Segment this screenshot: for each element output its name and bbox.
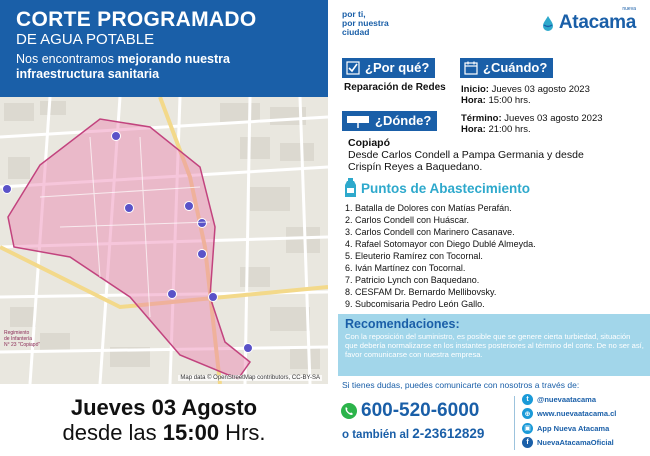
start-hour — [461, 95, 603, 106]
calendar-icon — [464, 61, 478, 75]
page-subtitle: DE AGUA POTABLE — [16, 31, 155, 48]
where-heading — [342, 111, 437, 131]
why-heading — [342, 58, 435, 78]
why-text: Reparación de Redes — [344, 82, 446, 93]
street-sign-icon — [346, 114, 370, 128]
alt-phone-prefix: o también al — [342, 429, 413, 441]
tagline-line-2: por nuestra — [342, 18, 389, 28]
end-hour — [461, 124, 603, 135]
social-twitter-text[interactable]: @nuevaatacama — [537, 394, 597, 404]
checklist-icon — [346, 61, 360, 75]
time-suffix: Hrs. — [219, 420, 266, 445]
list-item: 3. Carlos Condell con Marinero Casanave. — [345, 227, 515, 237]
start-hour-label: Hora: — [461, 95, 486, 106]
why-label: ¿Por qué? — [365, 60, 430, 75]
water-drop-icon — [540, 15, 556, 31]
phone-row[interactable] — [340, 400, 479, 422]
header-description — [16, 52, 328, 82]
end-hour-value: 21:00 hrs. — [485, 124, 531, 135]
header-desc-normal: Nos encontramos — [16, 52, 118, 66]
social-app[interactable] — [522, 421, 616, 436]
start-hour-value: 15:00 hrs. — [485, 95, 531, 106]
svg-text:Regimiento: Regimiento — [4, 330, 30, 336]
supply-title: Puntos de Abastecimiento — [361, 180, 531, 196]
supply-list — [345, 202, 536, 310]
tagline-line-1: por ti, — [342, 9, 366, 19]
time-line — [0, 420, 328, 445]
social-web-text[interactable]: www.nuevaatacama.cl — [537, 409, 617, 419]
social-facebook-text[interactable]: NuevaAtacamaOficial — [537, 438, 614, 448]
social-twitter[interactable] — [522, 392, 616, 407]
facebook-icon: f — [522, 437, 533, 448]
water-bottle-icon — [344, 178, 357, 198]
when-heading — [460, 58, 553, 78]
logo-small-text: nueva — [622, 6, 636, 12]
social-web[interactable] — [522, 407, 616, 422]
when-details — [461, 84, 603, 135]
phone-number[interactable]: 600-520-6000 — [361, 400, 480, 421]
where-label: ¿Dónde? — [375, 113, 432, 128]
logo-text: Atacama — [558, 12, 636, 33]
header-desc-bold-1: mejorando nuestra — [117, 52, 230, 66]
svg-text:de Infantería: de Infantería — [4, 336, 33, 342]
contact-divider — [514, 396, 515, 450]
end-hour-label: Hora: — [461, 124, 486, 135]
whatsapp-phone-icon — [340, 402, 358, 420]
header-desc-bold-2: infraestructura sanitaria — [16, 67, 160, 81]
tagline-line-3: ciudad — [342, 27, 370, 37]
list-item: 4. Rafael Sotomayor con Diego Dublé Almeyda. — [345, 239, 536, 249]
start-date-value: Jueves 03 agosto 2023 — [488, 84, 590, 95]
list-item: 5. Eleuterio Ramírez con Tocornal. — [345, 251, 483, 261]
social-links — [522, 392, 616, 450]
list-item: 2. Carlos Condell con Huáscar. — [345, 215, 470, 225]
right-panel — [328, 0, 650, 456]
alt-phone-number[interactable]: 2-23612829 — [412, 426, 485, 441]
where-line-2: Crispín Reyes a Baquedano. — [348, 161, 483, 173]
start-label: Inicio: — [461, 84, 489, 95]
where-line-1: Desde Carlos Condell a Pampa Germania y desde — [348, 149, 584, 161]
alt-phone-row — [342, 426, 484, 441]
brand-logo — [540, 6, 636, 34]
affected-area-map[interactable] — [0, 97, 328, 384]
end-label: Término: — [461, 113, 502, 124]
list-item: 7. Patricio Lynch con Baquedano. — [345, 275, 480, 285]
supply-heading — [344, 178, 530, 198]
app-icon: ▣ — [522, 423, 533, 434]
contact-intro: Si tienes dudas, puedes comunicarte con nosotros a través de: — [342, 380, 580, 390]
brand-tagline — [342, 10, 422, 37]
time-value: 15:00 — [162, 420, 220, 445]
page-title: CORTE PROGRAMADO — [16, 8, 257, 31]
svg-text:N° 23 "Copiapó": N° 23 "Copiapó" — [4, 342, 41, 348]
recommendations-text: Con la reposición del suministro, es posible que se genere cierta turbiedad, situación que debería normalizarse en los instantes posteriores al término del corte. De no ser así, favor comunicarse con nuestra empresa. — [345, 332, 644, 359]
when-label: ¿Cuándo? — [483, 60, 548, 75]
end-date — [461, 113, 603, 124]
social-app-text[interactable]: App Nueva Atacama — [537, 423, 610, 433]
end-date-value: Jueves 03 agosto 2023 — [501, 113, 603, 124]
list-item: 9. Subcomisaria Pedro León Gallo. — [345, 299, 485, 309]
list-item: 6. Iván Martínez con Tocornal. — [345, 263, 466, 273]
list-item: 8. CESFAM Dr. Bernardo Mellibovsky. — [345, 287, 497, 297]
where-details — [348, 137, 644, 173]
date-callout — [0, 384, 328, 456]
city-name: Copiapó — [348, 137, 390, 149]
date-line: Jueves 03 Agosto — [70, 395, 258, 420]
map-canvas — [0, 97, 328, 384]
social-facebook[interactable] — [522, 436, 616, 451]
header-banner — [0, 0, 328, 97]
list-item: 1. Batalla de Dolores con Matías Perafán. — [345, 203, 512, 213]
map-credit: Map data © OpenStreetMap contributors, CC-BY-SA — [180, 375, 320, 381]
start-date — [461, 84, 603, 95]
twitter-icon: t — [522, 394, 533, 405]
globe-icon: ⊕ — [522, 408, 533, 419]
time-prefix: desde las — [62, 420, 163, 445]
recommendations-box — [338, 314, 650, 376]
recommendations-title: Recomendaciones: — [345, 317, 460, 331]
